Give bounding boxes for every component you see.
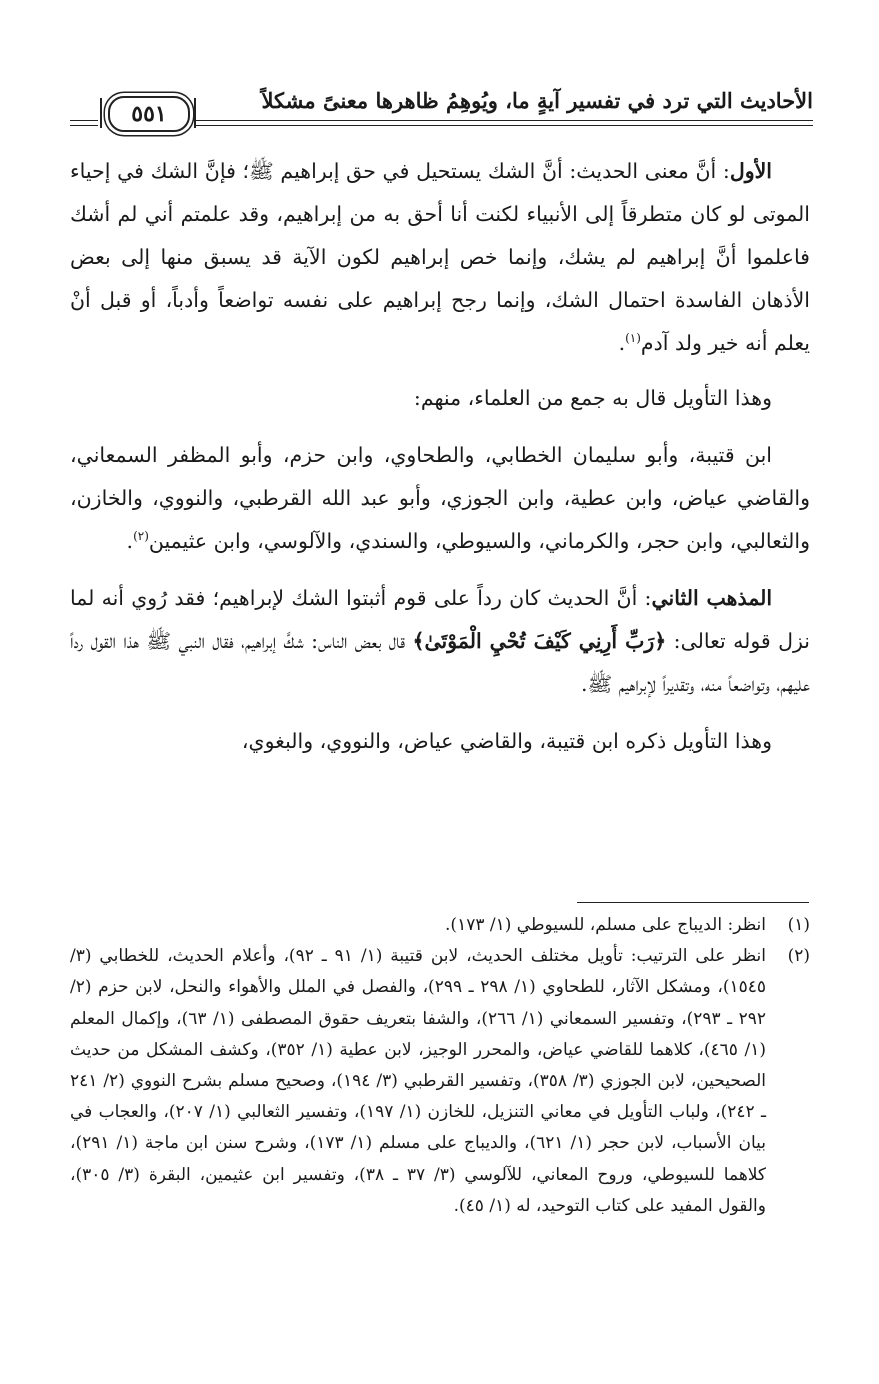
paragraph-text: ابن قتيبة، وأبو سليمان الخطابي، والطحاوي، وابن حزم، وأبو المظفر السمعاني، والقاضي عياض، وابن عطية، وابن الجوزي، وأبو عبد الله القرطبي، والنووي، والخازن، والثعالبي، وابن حجر، والكرماني، والسيوطي، والسندي، والآلوسي، وابن عثيمين [70,443,810,553]
page-number: ٥٥١ [108,96,190,132]
footnote-1 [70,910,810,941]
footnote-number: (١) [787,915,810,935]
paragraph-first-view [70,150,810,365]
paragraph-lead: المذهب الثاني [651,586,773,610]
ornament-tick [100,98,102,128]
footnote-number: (٢) [787,946,810,967]
header-rule [196,125,813,126]
running-title: الأحاديث التي ترد في تفسير آيةٍ ما، ويُوهِمُ ظاهرها معنىً مشكلاً [261,88,813,113]
footnote-ref-2: (٢) [133,529,149,544]
paragraph-text: : أنَّ الحديث كان رداً على قوم أثبتوا الشك لإبراهيم؛ فقد رُوي أنه لما نزل قوله تعالى: [70,586,810,653]
paragraph-end: . [126,529,134,553]
footnote-2 [70,941,810,1222]
ornament-tick [194,98,196,128]
header-rule [196,120,813,121]
paragraph-lead: الأول [729,159,772,183]
page-header [0,80,879,140]
footnote-ref-1: (١) [625,331,641,346]
paragraph-end: . [618,331,626,355]
paragraph-second-view [70,577,810,706]
footnote-separator [577,902,809,903]
paragraph-scholars-list [70,434,810,563]
paragraph-text: : أنَّ معنى الحديث: أنَّ الشك يستحيل في حق إبراهيم ﷺ؛ فإنَّ الشك في إحياء الموتى لو كان متطرقاً إلى الأنبياء لكنت أنا أحق به من إبراهيم، وقد علمتم أني لم أشك فاعلموا أنَّ إبراهيم لم يشك، وإنما خص إبراهيم لكون الآية قد يسبق منها إلى بعض الأذهان الفاسدة احتمال الشك، وإنما رجح إبراهيم على نفسه تواضعاً وأدباً، أو قبل أنْ يعلم أنه خير ولد آدم [70,159,810,355]
quran-verse: ﴿رَبِّ أَرِنِي كَيْفَ تُحْيِ الْمَوْتَىٰ﴾ [412,629,667,653]
footnote-text: انظر على الترتيب: تأويل مختلف الحديث، لابن قتيبة (١/ ٩١ ـ ٩٢)، وأعلام الحديث، للخطابي (٣/ ١٥٤٥)، ومشكل الآثار، للطحاوي (١/ ٢٩٨ ـ ٢٩٩)، والفصل في الملل والأهواء والنحل، لابن حزم (٢/ ٢٩٢ ـ ٢٩٣)، وتفسير السمعاني (١/ ٢٦٦)، والشفا بتعريف حقوق المصطفى (١/ ٦٣)، وإكمال المعلم (١/ ٤٦٥)، كلاهما للقاضي عياض، والمحرر الوجيز، لابن عطية (١/ ٣٥٢)، وكشف المشكل من حديث الصحيحين، لابن الجوزي (٣/ ٣٥٨)، وتفسير القرطبي (٣/ ١٩٤)، وصحيح مسلم بشرح النووي (٢/ ٢٤١ ـ ٢٤٢)، ولباب التأويل في معاني التنزيل، للخازن (١/ ١٩٧)، وتفسير الثعالبي (١/ ٢٠٧)، والعجاب في بيان الأسباب، لابن حجر (١/ ٦٢١)، والديباج على مسلم (١/ ١٧٣)، وشرح سنن ابن ماجة (١/ ٢٩١)، كلاهما للسيوطي، وروح المعاني، للآلوسي (٣/ ٣٧ ـ ٣٨)، وتفسير ابن عثيمين، البقرة (٣/ ٣٠٥)، والقول المفيد على كتاب التوحيد، له (١/ ٤٥). [70,946,767,1216]
header-rule [70,120,98,121]
paragraph-second-view-scholars: وهذا التأويل ذكره ابن قتيبة، والقاضي عياض، والنووي، والبغوي، [241,729,772,753]
paragraph-text: قال بعض الناس: شكَّ إبراهيم، فقال النبي ﷺ هذا القول رداً عليهم، وتواضعاً منه، وتقديراً لإبراهيم ﷺ. [70,629,810,696]
main-text [70,150,810,777]
header-rule [70,125,98,126]
footnote-text: انظر: الديباج على مسلم، للسيوطي (١/ ١٧٣). [445,915,766,935]
footnotes [70,910,810,1222]
paragraph-scholars-intro: وهذا التأويل قال به جمع من العلماء، منهم: [413,386,772,410]
